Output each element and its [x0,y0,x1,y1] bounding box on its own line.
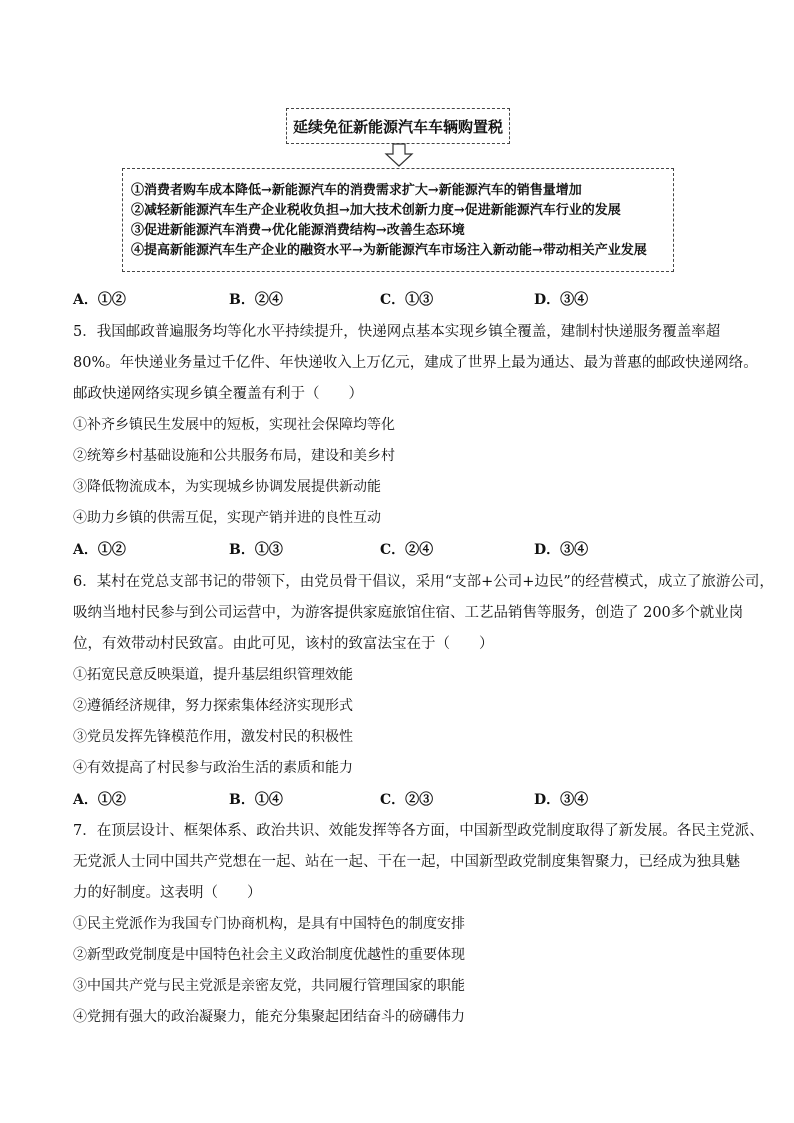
q6-options [73,789,733,809]
chain-item-3: ③促进新能源汽车消费→优化能源消费结构→改善生态环境 [131,223,465,238]
chain-item-1: ①消费者购车成本降低→新能源汽车的消费需求扩大→新能源汽车的销售量增加 [131,183,582,198]
q7-stem-line-3: 力的好制度。这表明（ ） [73,885,262,901]
flow-title: 延续免征新能源汽车车辆购置税 [292,117,503,136]
chain-item-2: ②减轻新能源汽车生产企业税收负担→加大技术创新力度→促进新能源汽车行业的发展 [131,203,621,218]
option-b[interactable]: B．②④ [229,292,283,308]
q5-item-3: ③降低物流成本，为实现城乡协调发展提供新动能 [73,479,381,495]
option-c[interactable]: C．②③ [380,792,434,808]
q5-item-1: ①补齐乡镇民生发展中的短板，实现社会保障均等化 [73,417,395,433]
q7-item-3: ③中国共产党与民主党派是亲密友党，共同履行管理国家的职能 [73,978,465,994]
q7-item-2: ②新型政党制度是中国特色社会主义政治制度优越性的重要体现 [73,947,465,963]
option-a[interactable]: A．①② [73,292,126,308]
q7-item-1: ①民主党派作为我国专门协商机构，是具有中国特色的制度安排 [73,916,465,932]
option-b[interactable]: B．①③ [229,542,283,558]
q6-item-4: ④有效提高了村民参与政治生活的素质和能力 [73,760,353,776]
q6-stem-line-1: 6．某村在党总支部书记的带领下，由党员骨干倡议，采用“支部+公司+边民”的经营模式，成立了旅游公司， [73,574,774,590]
q5-stem-line-3: 邮政快递网络实现乡镇全覆盖有利于（ ） [73,386,363,402]
flow-title-box [286,108,510,144]
option-b[interactable]: B．①④ [229,792,283,808]
option-a[interactable]: A．①② [73,542,126,558]
option-d[interactable]: D．③④ [534,792,589,808]
option-d[interactable]: D．③④ [534,542,589,558]
q7-stem-line-2: 无党派人士同中国共产党想在一起、站在一起、干在一起，中国新型政党制度集智聚力，已经成为独具魅 [73,854,740,870]
option-d[interactable]: D．③④ [534,292,589,308]
q7-stem-line-1: 7．在顶层设计、框架体系、政治共识、效能发挥等各方面，中国新型政党制度取得了新发展。各民主党派、 [73,823,764,839]
chain-item-4: ④提高新能源汽车生产企业的融资水平→为新能源汽车市场注入新动能→带动相关产业发展 [131,243,647,258]
q6-item-2: ②遵循经济规律，努力探索集体经济实现形式 [73,698,353,714]
q7-item-4: ④党拥有强大的政治凝聚力，能充分集聚起团结奋斗的磅礴伟力 [73,1009,465,1025]
q4-options [73,289,733,309]
q6-stem-line-2: 吸纳当地村民参与到公司运营中，为游客提供家庭旅馆住宿、工艺品销售等服务，创造了 200多个就业岗 [73,605,744,621]
q6-item-3: ③党员发挥先锋模范作用，激发村民的积极性 [73,729,353,745]
causal-chain-box [122,168,674,272]
q5-stem-line-1: 5．我国邮政普遍服务均等化水平持续提升，快递网点基本实现乡镇全覆盖，建制村快递服务覆盖率超 [73,324,721,340]
option-a[interactable]: A．①② [73,792,126,808]
q5-stem-line-2: 80%。年快递业务量过千亿件、年快递收入上万亿元，建成了世界上最为通达、最为普惠的邮政快递网络。 [73,355,758,371]
q5-item-4: ④助力乡镇的供需互促，实现产销并进的良性互动 [73,510,381,526]
option-c[interactable]: C．②④ [380,542,434,558]
down-arrow-icon [384,143,414,167]
q5-item-2: ②统筹乡村基础设施和公共服务布局，建设和美乡村 [73,448,395,464]
q6-stem-line-3: 位，有效带动村民致富。由此可见，该村的致富法宝在于（ ） [73,636,494,652]
q6-item-1: ①拓宽民意反映渠道，提升基层组织管理效能 [73,667,353,683]
option-c[interactable]: C．①③ [380,292,434,308]
q5-options [73,539,733,559]
